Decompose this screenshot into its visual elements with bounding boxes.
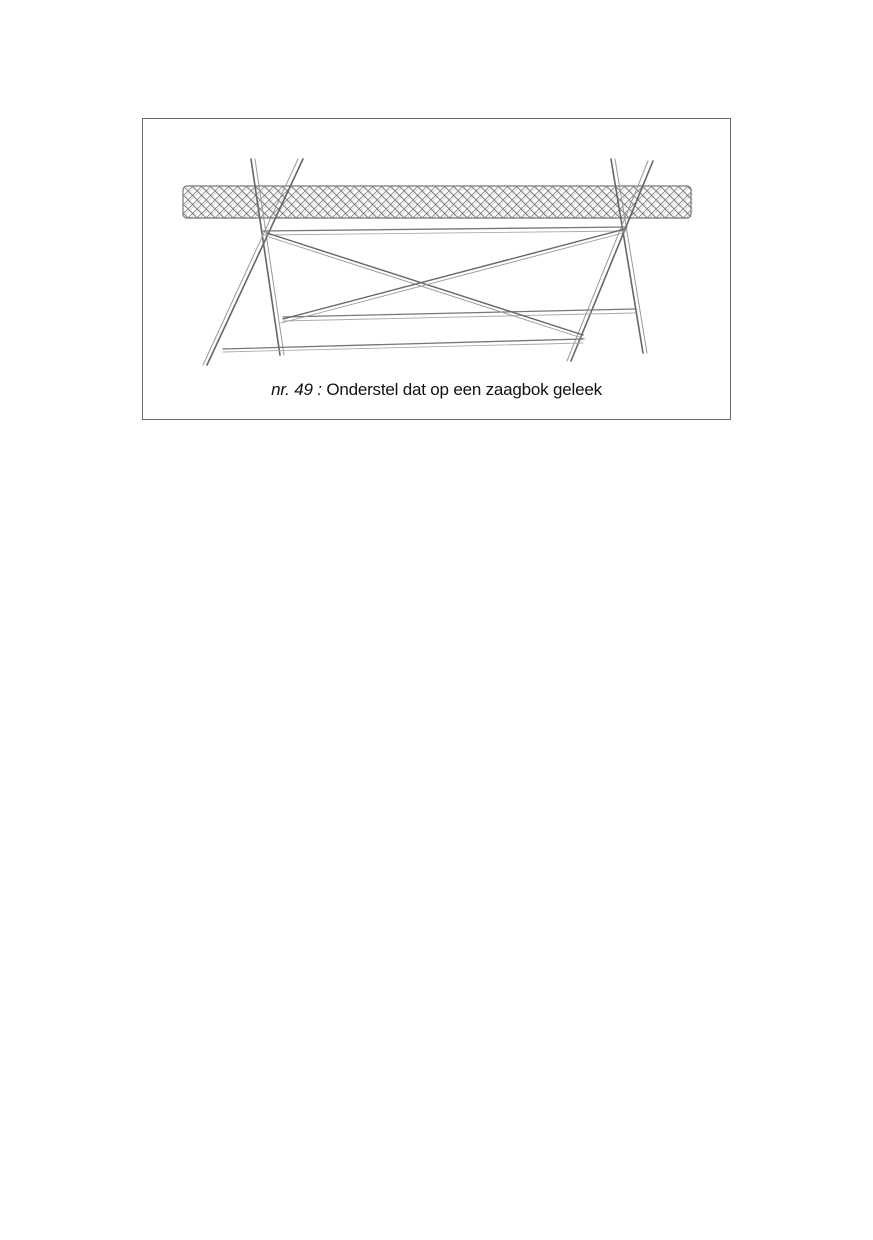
sawhorse-sketch-icon	[143, 119, 730, 419]
cross-braces	[267, 229, 625, 339]
caption-text: Onderstel dat op een zaagbok geleek	[326, 380, 602, 399]
figure-frame	[142, 118, 731, 420]
figure-caption	[143, 380, 730, 400]
caption-number: nr. 49 :	[271, 380, 322, 399]
